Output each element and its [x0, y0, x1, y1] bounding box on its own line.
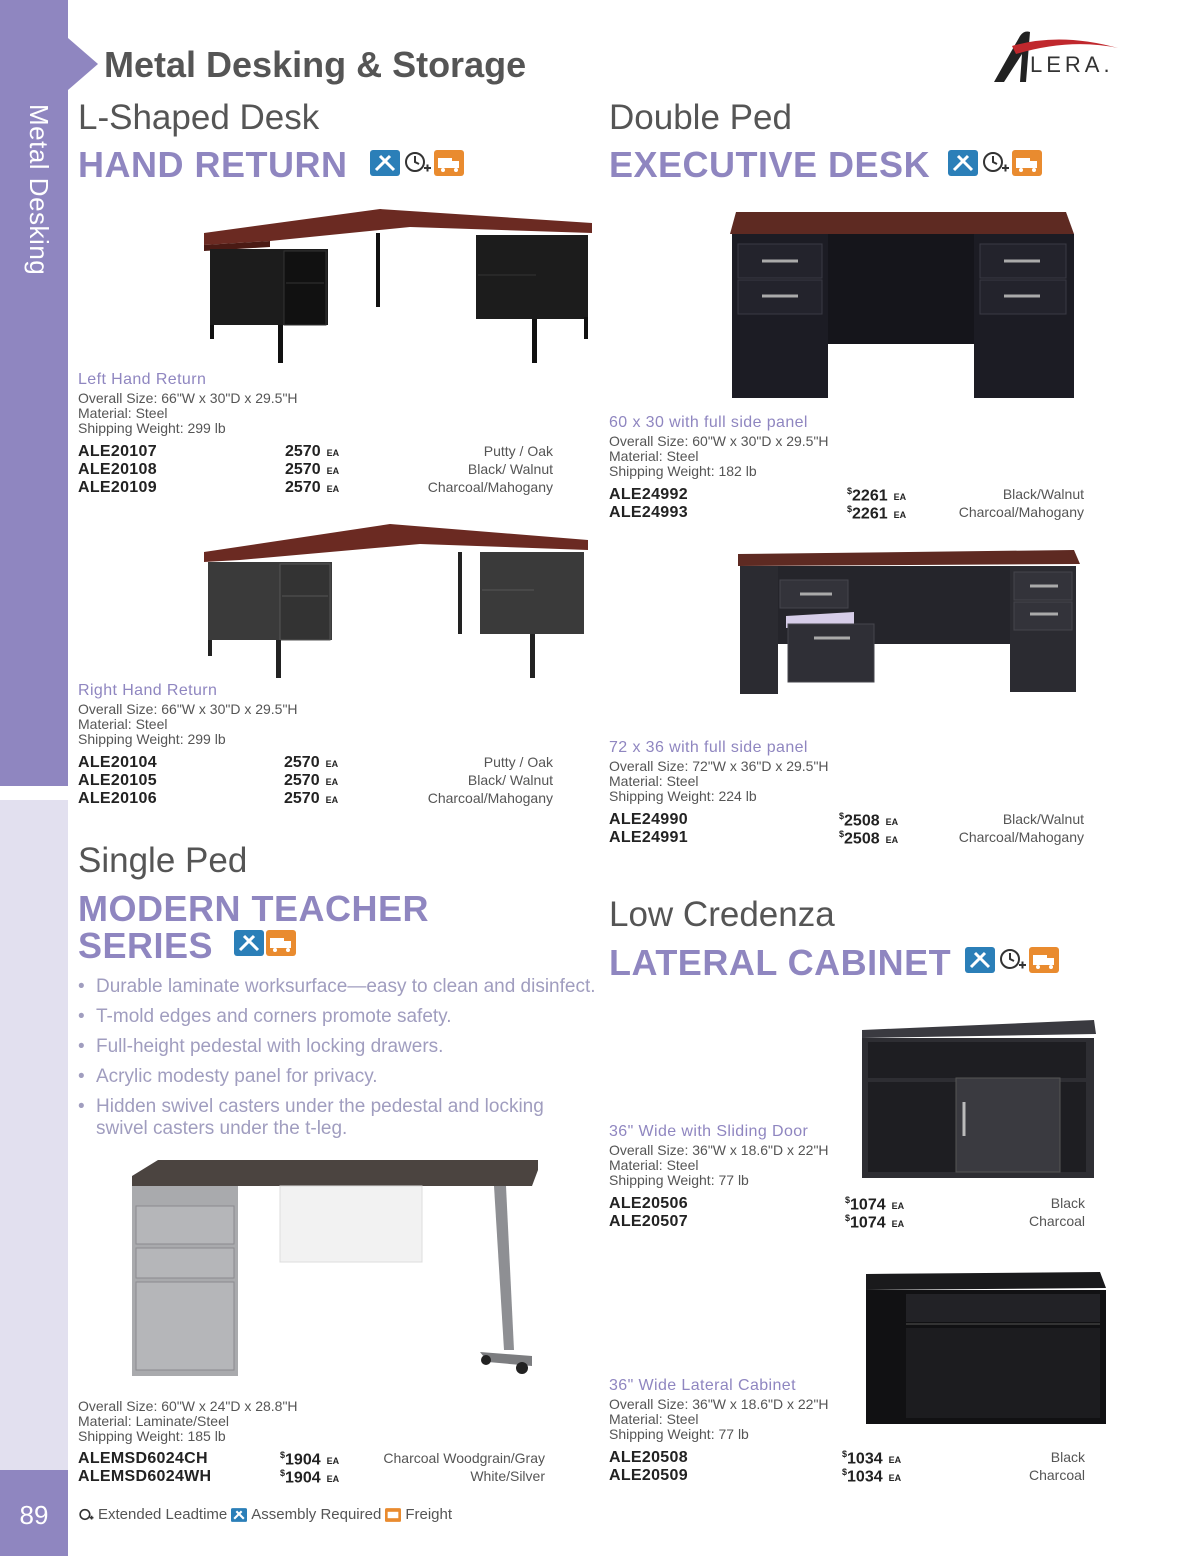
right-hand-return-info [78, 682, 298, 747]
executive-desk-72-image [734, 546, 1082, 696]
double-ped-icons [948, 150, 1042, 176]
finish: Black/ Walnut [467, 772, 553, 788]
product-spec-weight: Shipping Weight: 182 lb [609, 463, 757, 479]
assembly-icon [231, 1507, 247, 1523]
teacher-icons [234, 930, 296, 956]
finish: Putty / Oak [483, 754, 553, 770]
finish: Putty / Oak [483, 443, 553, 459]
feature-item: • Full-height pedestal with locking drawers. [78, 1036, 598, 1058]
product-spec-size: Overall Size: 60"W x 24"D x 28.8"H [78, 1398, 298, 1414]
price: 2508 [844, 830, 880, 848]
price-unit: EA [893, 492, 907, 503]
sku-row [609, 486, 1084, 504]
price-unit: EA [893, 510, 907, 521]
price: 1074 [850, 1196, 886, 1214]
sku-row [78, 754, 553, 772]
product-spec-material: Material: Laminate/Steel [78, 1413, 229, 1429]
sku-row [609, 504, 1084, 522]
price: 1904 [285, 1451, 321, 1469]
sliding-door-cabinet-skus [609, 1195, 1085, 1231]
price: 1074 [850, 1214, 886, 1232]
finish: Charcoal [1028, 1467, 1085, 1483]
lshaped-light-title: L-Shaped Desk [78, 98, 320, 137]
sku-row [609, 1467, 1085, 1485]
sku-row [78, 1450, 545, 1468]
assembly-icon [370, 150, 400, 176]
price: 2570 [284, 790, 320, 807]
teacher-desk-info [78, 1399, 298, 1444]
sidebar-light-band [0, 800, 68, 1470]
double-ped-light-title: Double Ped [609, 98, 792, 137]
product-spec-size: Overall Size: 72"W x 36"D x 29.5"H [609, 758, 829, 774]
price-unit: EA [891, 1219, 905, 1230]
sku-row [78, 790, 553, 808]
left-hand-return-info [78, 371, 298, 436]
product-spec-material: Material: Steel [78, 405, 168, 421]
lateral-cabinet-skus [609, 1449, 1085, 1485]
finish: Charcoal/Mahogany [958, 504, 1084, 520]
finish: Black/Walnut [1002, 486, 1084, 502]
price: 2570 [285, 461, 321, 478]
finish: Black/ Walnut [467, 461, 553, 477]
page-number: 89 [19, 1500, 49, 1530]
sku-row [609, 829, 1084, 847]
lateral-cabinet-icons [965, 947, 1059, 973]
price: 2570 [285, 443, 321, 460]
sku-code: ALE24991 [609, 829, 688, 846]
finish: Charcoal/Mahogany [958, 829, 1084, 845]
feature-item: • T-mold edges and corners promote safety. [78, 1006, 598, 1028]
lateral-cabinet-info [609, 1377, 829, 1442]
assembly-icon [965, 947, 995, 973]
sku-row [78, 1468, 545, 1486]
right-hand-return-skus [78, 754, 553, 808]
lateral-cabinet-image [862, 1268, 1110, 1428]
sku-row [609, 1213, 1085, 1231]
legend-freight: Freight [405, 1506, 453, 1523]
price: 1034 [847, 1450, 883, 1468]
left-hand-return-skus [78, 443, 553, 497]
sku-row [609, 1449, 1085, 1467]
price: 2261 [852, 487, 888, 505]
leadtime-icon [78, 1507, 94, 1523]
leadtime-icon [980, 150, 1010, 176]
price: 1034 [847, 1468, 883, 1486]
assembly-icon [234, 930, 264, 956]
product-spec-size: Overall Size: 36"W x 18.6"D x 22"H [609, 1396, 829, 1412]
section-arrow [68, 38, 98, 90]
sku-code: ALE20104 [78, 754, 157, 771]
finish: Black [1050, 1449, 1085, 1465]
sku-code: ALE20105 [78, 772, 157, 789]
price-unit: EA [885, 835, 899, 846]
price: 2570 [285, 479, 321, 496]
freight-icon [266, 930, 296, 956]
product-name: Right Hand Return [78, 682, 218, 699]
sku-row [78, 479, 553, 497]
price-unit: EA [325, 759, 339, 769]
price-unit: EA [888, 1455, 902, 1466]
feature-list [78, 976, 598, 1148]
product-spec-size: Overall Size: 66"W x 30"D x 29.5"H [78, 390, 298, 406]
lateral-cabinet-bold-title: LATERAL CABINET [609, 942, 952, 983]
sku-row [78, 443, 553, 461]
logo-text: LERA. [1030, 52, 1114, 77]
finish: Charcoal [1028, 1213, 1085, 1229]
sku-code: ALE20108 [78, 461, 157, 478]
currency-symbol: $ [842, 1449, 848, 1459]
currency-symbol: $ [847, 504, 853, 514]
currency-symbol: $ [280, 1450, 286, 1460]
price-unit: EA [326, 448, 340, 458]
product-spec-size: Overall Size: 36"W x 18.6"D x 22"H [609, 1142, 829, 1158]
product-spec-material: Material: Steel [609, 773, 699, 789]
leadtime-icon [997, 947, 1027, 973]
product-spec-size: Overall Size: 60"W x 30"D x 29.5"H [609, 433, 829, 449]
double-ped-bold-title: EXECUTIVE DESK [609, 144, 931, 185]
currency-symbol: $ [845, 1195, 851, 1205]
teacher-bold-title-line1: MODERN TEACHER [78, 888, 430, 929]
price-unit: EA [891, 1201, 905, 1212]
product-spec-material: Material: Steel [609, 448, 699, 464]
price-unit: EA [326, 1474, 340, 1485]
sku-code: ALE24993 [609, 504, 688, 521]
feature-item: • Durable laminate worksurface—easy to clean and disinfect. [78, 976, 598, 998]
finish: Charcoal Woodgrain/Gray [383, 1450, 545, 1466]
feature-item: • Hidden swivel casters under the pedestal and locking swivel casters under the t-leg. [78, 1096, 598, 1140]
currency-symbol: $ [847, 486, 853, 496]
price-unit: EA [325, 795, 339, 805]
product-spec-material: Material: Steel [609, 1411, 699, 1427]
price: 2570 [284, 772, 320, 789]
lshaped-icons [370, 150, 464, 176]
price-unit: EA [326, 484, 340, 494]
sku-code: ALE20507 [609, 1213, 688, 1230]
currency-symbol: $ [839, 811, 845, 821]
price-unit: EA [885, 817, 899, 828]
finish: Black/Walnut [1002, 811, 1084, 827]
single-ped-light-title: Single Ped [78, 841, 248, 880]
price: 2261 [852, 505, 888, 523]
leadtime-icon [402, 150, 432, 176]
product-spec-weight: Shipping Weight: 185 lb [78, 1428, 226, 1444]
lshaped-bold-title: HAND RETURN [78, 144, 348, 185]
product-name: 72 x 36 with full side panel [609, 739, 808, 756]
sku-row [609, 1195, 1085, 1213]
finish: White/Silver [470, 1468, 545, 1484]
icon-legend [78, 1506, 452, 1523]
sidebar-label: Metal Desking [24, 104, 54, 276]
product-spec-weight: Shipping Weight: 299 lb [78, 420, 226, 436]
product-name: 60 x 30 with full side panel [609, 414, 808, 431]
executive-desk-60-skus [609, 486, 1084, 522]
price: 2508 [844, 812, 880, 830]
sku-row [609, 811, 1084, 829]
price-unit: EA [326, 1456, 340, 1467]
product-spec-material: Material: Steel [609, 1157, 699, 1173]
product-spec-weight: Shipping Weight: 299 lb [78, 731, 226, 747]
product-spec-weight: Shipping Weight: 224 lb [609, 788, 757, 804]
executive-desk-72-info [609, 739, 829, 804]
freight-icon [1029, 947, 1059, 973]
freight-icon [385, 1507, 401, 1523]
assembly-icon [948, 150, 978, 176]
currency-symbol: $ [280, 1468, 286, 1478]
sku-code: ALEMSD6024WH [78, 1468, 212, 1485]
sku-code: ALE20106 [78, 790, 157, 807]
sku-row [78, 772, 553, 790]
sliding-door-cabinet-info [609, 1123, 829, 1188]
price-unit: EA [325, 777, 339, 787]
teacher-desk-image [128, 1156, 540, 1378]
price: 2570 [284, 754, 320, 771]
teacher-bold-title-line2: SERIES [78, 925, 214, 966]
sku-code: ALE20509 [609, 1467, 688, 1484]
sku-code: ALE20508 [609, 1449, 688, 1466]
legend-extended-leadtime: Extended Leadtime [98, 1506, 228, 1523]
product-name: Left Hand Return [78, 371, 207, 388]
product-spec-material: Material: Steel [78, 716, 168, 732]
executive-desk-72-skus [609, 811, 1084, 847]
product-spec-weight: Shipping Weight: 77 lb [609, 1426, 749, 1442]
currency-symbol: $ [842, 1467, 848, 1477]
currency-symbol: $ [839, 829, 845, 839]
freight-icon [434, 150, 464, 176]
sku-code: ALE20506 [609, 1195, 688, 1212]
legend-assembly-required: Assembly Required [251, 1506, 382, 1523]
product-name: 36" Wide Lateral Cabinet [609, 1377, 796, 1394]
finish: Charcoal/Mahogany [427, 790, 553, 806]
product-spec-weight: Shipping Weight: 77 lb [609, 1172, 749, 1188]
finish: Charcoal/Mahogany [427, 479, 553, 495]
finish: Black [1050, 1195, 1085, 1211]
right-return-desk-image [200, 520, 592, 680]
price-unit: EA [888, 1473, 902, 1484]
sku-code: ALE24990 [609, 811, 688, 828]
product-spec-size: Overall Size: 66"W x 30"D x 29.5"H [78, 701, 298, 717]
sku-code: ALEMSD6024CH [78, 1450, 208, 1467]
teacher-desk-skus [78, 1450, 545, 1486]
price: 1904 [285, 1469, 321, 1487]
executive-desk-60-image [726, 208, 1078, 400]
section-title: Metal Desking & Storage [104, 44, 527, 85]
executive-desk-60-info [609, 414, 829, 479]
sku-code: ALE24992 [609, 486, 688, 503]
sku-code: ALE20107 [78, 443, 157, 460]
sku-code: ALE20109 [78, 479, 157, 496]
freight-icon [1012, 150, 1042, 176]
product-name: 36" Wide with Sliding Door [609, 1123, 809, 1140]
feature-item: • Acrylic modesty panel for privacy. [78, 1066, 598, 1088]
price-unit: EA [326, 466, 340, 476]
left-return-desk-image [200, 205, 592, 365]
sliding-door-cabinet-image [858, 1016, 1100, 1180]
currency-symbol: $ [845, 1213, 851, 1223]
low-credenza-light-title: Low Credenza [609, 895, 835, 934]
sku-row [78, 461, 553, 479]
